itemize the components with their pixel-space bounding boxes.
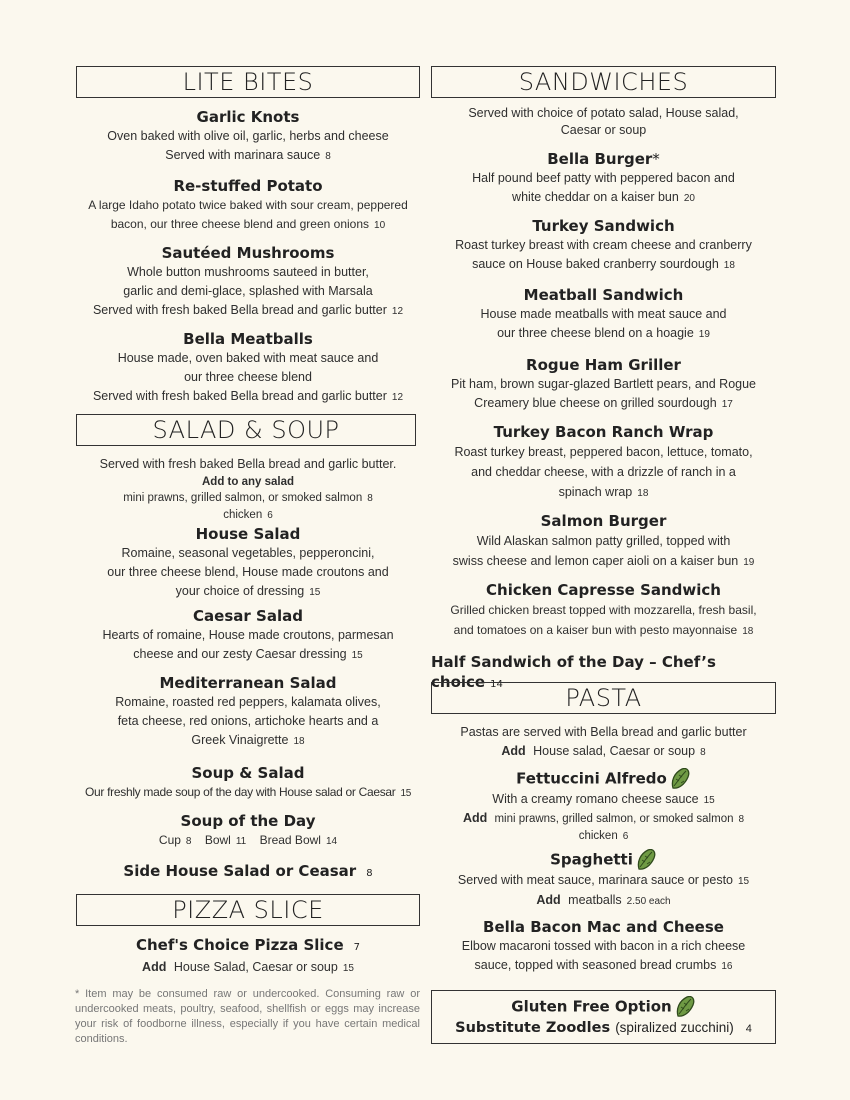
gluten-free-box <box>431 990 776 1044</box>
item-name: House Salad <box>195 525 301 543</box>
item-name: Garlic Knots <box>196 108 300 126</box>
item-name: Mediterranean Salad <box>159 674 337 692</box>
item-desc: Romaine, seasonal vegetables, pepperoncini, <box>121 546 375 560</box>
item-desc: Served with fresh baked Bella bread and garlic butter <box>92 303 387 317</box>
zoodles-label: Substitute Zoodles <box>455 1020 611 1036</box>
menu-item-turkey-bacon-ranch-wrap <box>431 422 776 504</box>
menu-item-salmon-burger <box>431 511 776 573</box>
add-price: 6 <box>267 510 273 521</box>
item-price: 15 <box>400 788 411 799</box>
item-desc: bacon, our three cheese blend and green onions <box>110 217 370 231</box>
add-price: 2.50 each <box>626 896 671 907</box>
add-price: 15 <box>342 963 354 974</box>
item-name: Fettuccini Alfredo <box>516 769 667 788</box>
salad-intro-text: Served with fresh baked Bella bread and garlic butter. <box>99 457 397 471</box>
item-desc: our three cheese blend on a hoagie <box>497 326 694 340</box>
item-desc: Oven baked with olive oil, garlic, herbs and cheese <box>107 129 389 143</box>
add-text: House salad, Caesar or soup <box>533 744 696 758</box>
item-desc: swiss cheese and lemon caper aioli on a kaiser bun <box>452 554 739 568</box>
bowl-label: Bowl <box>204 833 231 847</box>
item-desc: House made meatballs with meat sauce and <box>480 307 727 321</box>
pasta-intro <box>431 723 776 762</box>
item-desc: Served with marinara sauce <box>165 148 321 162</box>
menu-item-restuffed-potato <box>76 176 420 235</box>
item-name: Soup & Salad <box>191 764 305 782</box>
item-name: Caesar Salad <box>193 607 303 625</box>
item-desc: Grilled chicken breast topped with mozzarella, fresh basil, <box>450 603 757 617</box>
item-price: 14 <box>490 679 503 690</box>
bread-bowl-price: 14 <box>325 836 338 847</box>
item-desc: our three cheese blend <box>184 370 312 384</box>
sandwich-intro <box>431 105 776 139</box>
item-desc: and tomatoes on a kaiser bun with pesto mayonnaise <box>453 623 738 637</box>
item-price: 16 <box>721 961 733 972</box>
item-name: Half Sandwich of the Day – Chef’s choice <box>431 653 716 691</box>
section-title: LITE BITES <box>182 68 314 96</box>
item-desc: white cheddar on a kaiser bun <box>512 190 679 204</box>
item-name: Bella Meatballs <box>183 330 313 348</box>
add-price: 8 <box>367 493 373 504</box>
item-desc: Roast turkey breast, peppered bacon, lettuce, tomato, <box>454 445 753 459</box>
item-desc: Roast turkey breast with cream cheese and cranberry <box>455 238 752 252</box>
item-desc: Hearts of romaine, House made croutons, parmesan <box>102 628 394 642</box>
item-name: Sautéed Mushrooms <box>161 244 335 262</box>
menu-item-fettuccini-alfredo <box>431 768 776 845</box>
add-to-salad-label: Add to any salad <box>201 476 295 488</box>
item-name: Bella Bacon Mac and Cheese <box>483 918 724 936</box>
item-desc: Served with fresh baked Bella bread and garlic butter <box>92 389 387 403</box>
zoodles-desc: (spiralized zucchini) <box>615 1020 734 1035</box>
gluten-free-leaf-icon <box>669 768 691 790</box>
item-price: 7 <box>353 942 361 953</box>
menu-item-bella-burger <box>431 149 776 208</box>
add-price: 6 <box>622 831 629 842</box>
item-price: 15 <box>351 650 363 661</box>
item-desc: Greek Vinaigrette <box>191 733 289 747</box>
add-label: Add <box>462 811 488 825</box>
intro-text: Caesar or soup <box>560 123 647 137</box>
item-desc: Elbow macaroni tossed with bacon in a rich cheese <box>461 939 746 953</box>
item-price: 18 <box>742 626 754 637</box>
add-label: Add <box>501 744 526 758</box>
gluten-free-leaf-icon <box>635 849 657 871</box>
menu-item-meatball-sandwich <box>431 285 776 344</box>
sandwiches-header <box>431 66 776 98</box>
gluten-free-title: Gluten Free Option <box>511 997 672 1016</box>
item-desc: A large Idaho potato twice baked with sour cream, peppered <box>88 198 408 212</box>
zoodles-price: 4 <box>745 1023 752 1035</box>
item-name: Chef's Choice Pizza Slice <box>135 936 344 954</box>
item-desc: Wild Alaskan salmon patty grilled, topped with <box>476 534 731 548</box>
item-price: 15 <box>309 587 321 598</box>
bread-bowl-label: Bread Bowl <box>259 833 321 847</box>
menu-item-pizza-slice <box>76 935 420 978</box>
intro-text: Served with choice of potato salad, House salad, <box>468 106 739 120</box>
add-to-salad-chicken: chicken <box>223 509 263 521</box>
item-price: 15 <box>703 795 715 806</box>
item-desc: Romaine, roasted red peppers, kalamata olives, <box>115 695 381 709</box>
add-text: meatballs <box>568 893 622 907</box>
item-name: Turkey Bacon Ranch Wrap <box>493 423 714 441</box>
section-title: PIZZA SLICE <box>172 896 324 924</box>
add-text: chicken <box>578 830 618 842</box>
item-desc: spinach wrap <box>558 485 633 499</box>
item-desc: Creamery blue cheese on grilled sourdough <box>474 396 717 410</box>
item-name: Spaghetti <box>550 850 633 869</box>
item-price: 17 <box>721 399 733 410</box>
pizza-slice-header <box>76 894 420 926</box>
menu-item-mediterranean-salad <box>76 673 420 751</box>
item-name: Soup of the Day <box>180 812 316 830</box>
item-desc: Pit ham, brown sugar-glazed Bartlett pears, and Rogue <box>450 377 757 391</box>
item-desc: feta cheese, red onions, artichoke hearts and a <box>117 714 379 728</box>
item-price: 20 <box>683 193 695 204</box>
item-price: 18 <box>293 736 305 747</box>
item-desc: sauce on House baked cranberry sourdough <box>472 257 719 271</box>
item-desc: House made, oven baked with meat sauce and <box>117 351 379 365</box>
menu-item-soup-of-the-day <box>76 811 420 851</box>
item-price: 12 <box>391 392 404 403</box>
bowl-price: 11 <box>235 836 247 847</box>
item-desc: your choice of dressing <box>175 584 305 598</box>
item-price: 19 <box>743 557 755 568</box>
add-price: 8 <box>700 747 706 758</box>
add-text: mini prawns, grilled salmon, or smoked salmon <box>494 813 734 825</box>
add-to-salad-options: mini prawns, grilled salmon, or smoked salmon <box>123 492 363 504</box>
item-price: 8 <box>366 868 373 879</box>
item-name: Bella Burger <box>547 150 653 168</box>
intro-text: Pastas are served with Bella bread and garlic butter <box>460 725 747 739</box>
item-name: Side House Salad or Ceasar <box>123 862 357 880</box>
item-name: Re-stuffed Potato <box>173 177 323 195</box>
item-desc: sauce, topped with seasoned bread crumbs <box>474 958 717 972</box>
item-desc: Served with meat sauce, marinara sauce or pesto <box>457 873 733 887</box>
item-price: 12 <box>391 306 404 317</box>
raw-asterisk: * <box>652 150 660 168</box>
menu-item-garlic-knots <box>76 107 420 166</box>
item-desc: cheese and our zesty Caesar dressing <box>133 647 347 661</box>
add-price: 8 <box>738 814 745 825</box>
item-desc: Our freshly made soup of the day with House salad or Caesar <box>85 785 396 799</box>
item-name: Turkey Sandwich <box>532 217 675 235</box>
gluten-free-leaf-icon <box>674 996 696 1018</box>
raw-food-disclaimer: * Item may be consumed raw or undercooked. Consuming raw or undercooked meats, poultry, seafood, shellfish or eggs may increase your risk of foodborne illness, especially if you have certain medical conditions. <box>75 988 420 1045</box>
menu-item-chicken-capresse <box>431 580 776 642</box>
item-desc: our three cheese blend, House made croutons and <box>107 565 389 579</box>
item-name: Salmon Burger <box>540 512 667 530</box>
add-label: Add <box>536 893 561 907</box>
section-title: SALAD & SOUP <box>152 416 340 444</box>
cup-label: Cup <box>158 833 181 847</box>
item-price: 8 <box>325 151 331 162</box>
lite-bites-header <box>76 66 420 98</box>
item-desc: garlic and demi-glace, splashed with Marsala <box>123 284 373 298</box>
menu-item-sauteed-mushrooms <box>76 243 420 321</box>
menu-item-caesar-salad <box>76 606 420 665</box>
item-price: 18 <box>723 260 735 271</box>
item-name: Rogue Ham Griller <box>526 356 681 374</box>
item-price: 10 <box>374 220 386 231</box>
add-text: House Salad, Caesar or soup <box>173 960 338 974</box>
item-price: 18 <box>637 488 649 499</box>
menu-item-spaghetti <box>431 849 776 911</box>
salad-intro <box>76 455 420 524</box>
cup-price: 8 <box>185 836 192 847</box>
menu-item-soup-salad <box>70 763 426 803</box>
salad-soup-header <box>76 414 416 446</box>
menu-item-bella-meatballs <box>76 329 420 407</box>
add-label: Add <box>142 960 167 974</box>
item-desc: Half pound beef patty with peppered bacon and <box>472 171 735 185</box>
item-name: Chicken Capresse Sandwich <box>486 581 721 599</box>
item-desc: and cheddar cheese, with a drizzle of ranch in a <box>471 465 736 479</box>
pasta-header <box>431 682 776 714</box>
item-price: 15 <box>738 876 750 887</box>
menu-item-bacon-mac <box>431 917 776 976</box>
item-desc: With a creamy romano cheese sauce <box>492 792 699 806</box>
menu-item-house-salad <box>76 524 420 602</box>
item-desc: Whole button mushrooms sauteed in butter, <box>127 265 369 279</box>
item-price: 19 <box>698 329 710 340</box>
menu-item-turkey-sandwich <box>431 216 776 275</box>
menu-item-side-salad <box>76 861 420 884</box>
item-name: Meatball Sandwich <box>523 286 684 304</box>
section-title: SANDWICHES <box>518 68 689 96</box>
menu-item-rogue-ham-griller <box>427 355 780 414</box>
section-title: PASTA <box>565 684 642 712</box>
